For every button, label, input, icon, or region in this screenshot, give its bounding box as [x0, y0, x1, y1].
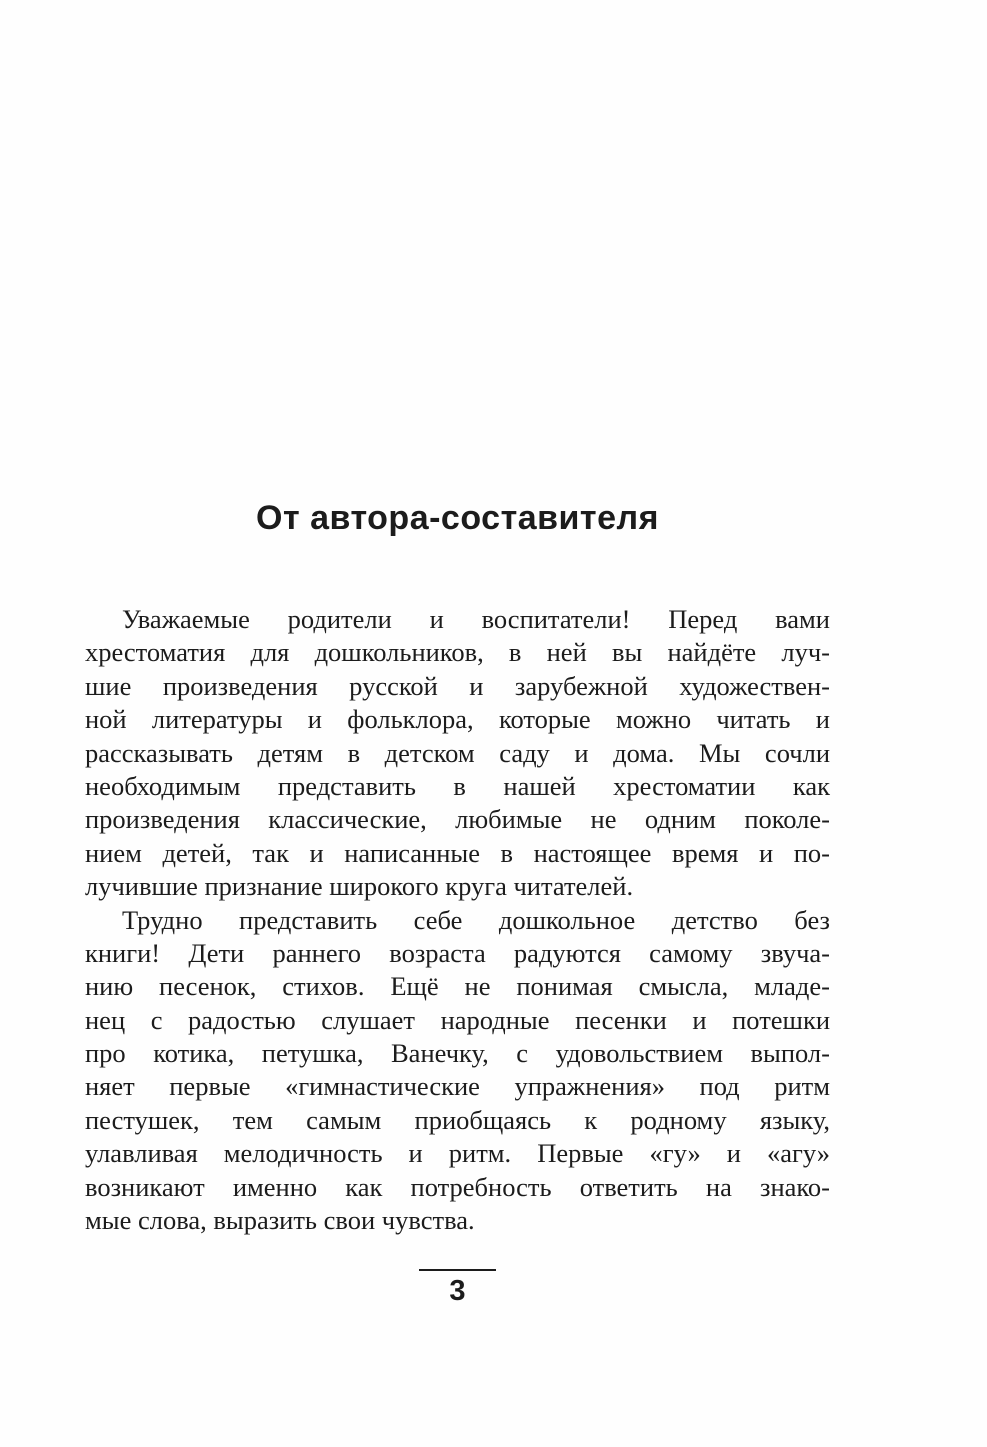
body-line: Уважаемые родители и воспитатели! Перед вами — [122, 604, 830, 634]
body-text — [85, 603, 830, 1237]
body-line: нием детей, так и написанные в настоящее время и по- — [85, 837, 830, 868]
body-line: мые слова, выразить свои чувства. — [85, 1205, 475, 1236]
body-line: шие произведения русской и зарубежной художествен- — [85, 670, 830, 701]
paragraph — [85, 603, 830, 904]
body-line: книги! Дети раннего возраста радуются самому звуча- — [85, 937, 830, 968]
footer-divider — [419, 1269, 496, 1271]
body-line: про котика, петушка, Ванечку, с удовольствием выпол- — [85, 1038, 830, 1069]
body-line: необходимым представить в нашей хрестоматии как — [85, 770, 830, 801]
page-title: От автора-составителя — [256, 499, 659, 537]
body-line: улавливая мелодичность и ритм. Первые «гу» и «агу» — [85, 1138, 830, 1169]
body-line: Трудно представить себе дошкольное детство без — [122, 904, 830, 935]
body-line: нец с радостью слушает народные песенки и потешки — [85, 1004, 830, 1035]
paragraph — [85, 904, 830, 1238]
body-line: ной литературы и фольклора, которые можно читать и — [85, 704, 830, 735]
body-line: возникают именно как потребность ответить на знако- — [85, 1171, 830, 1202]
body-line: рассказывать детям в детском саду и дома. Мы сочли — [85, 737, 830, 768]
body-line: нию песенок, стихов. Ещё не понимая смысла, младе- — [85, 971, 830, 1002]
body-line: няет первые «гимнастические упражнения» под ритм — [85, 1071, 830, 1102]
body-line: лучившие признание широкого круга читателей. — [85, 871, 634, 902]
body-line: хрестоматия для дошкольников, в ней вы найдёте луч- — [85, 637, 830, 668]
body-line: произведения классические, любимые не одним поколе- — [85, 804, 830, 835]
page-number: 3 — [449, 1275, 466, 1307]
body-line: пестушек, тем самым приобщаясь к родному языку, — [85, 1104, 830, 1135]
